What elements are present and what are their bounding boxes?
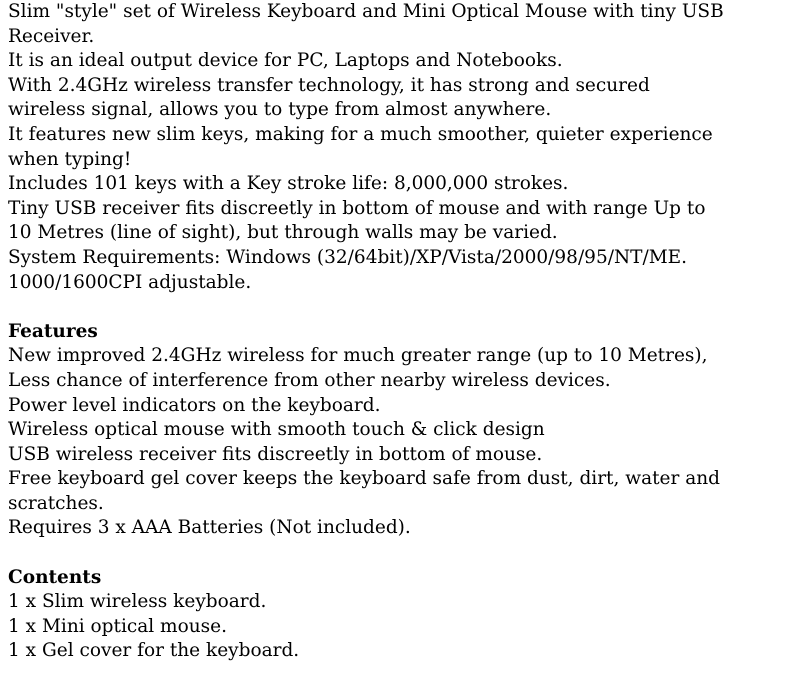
description-line: It features new slim keys, making for a much smoother, quieter experience [8, 123, 713, 145]
description-line: System Requirements: Windows (32/64bit)/XP/Vista/2000/98/95/NT/ME. [8, 246, 688, 268]
description-line: Slim "style" set of Wireless Keyboard and Mini Optical Mouse with tiny USB [8, 1, 724, 22]
section-spacer [8, 295, 796, 320]
contents-line: 1 x Mini optical mouse. [8, 615, 227, 637]
feature-line: Wireless optical mouse with smooth touch & click design [8, 419, 545, 441]
feature-line: USB wireless receiver fits discreetly in bottom of mouse. [8, 443, 543, 465]
feature-line: scratches. [8, 492, 104, 514]
description-line: 1000/1600CPI adjustable. [8, 271, 252, 293]
contents-line: 1 x Slim wireless keyboard. [8, 591, 267, 613]
description-line: 10 Metres (line of sight), but through walls may be varied. [8, 222, 558, 244]
product-description-document [8, 0, 796, 664]
description-line: It is an ideal output device for PC, Laptops and Notebooks. [8, 50, 563, 72]
feature-line: Less chance of interference from other nearby wireless devices. [8, 369, 611, 391]
feature-line: Free keyboard gel cover keeps the keyboard safe from dust, dirt, water and [8, 468, 720, 490]
feature-line: Requires 3 x AAA Batteries (Not included). [8, 517, 411, 539]
feature-line: Power level indicators on the keyboard. [8, 394, 381, 416]
contents-line: 1 x Gel cover for the keyboard. [8, 640, 300, 662]
feature-line: New improved 2.4GHz wireless for much greater range (up to 10 Metres), [8, 345, 708, 367]
description-line: Includes 101 keys with a Key stroke life: 8,000,000 strokes. [8, 173, 569, 195]
description-line: when typing! [8, 148, 132, 170]
description-section [8, 0, 796, 295]
description-line: Receiver. [8, 25, 95, 47]
contents-heading: Contents [8, 566, 102, 588]
contents-section [8, 566, 796, 664]
description-line: wireless signal, allows you to type from almost anywhere. [8, 99, 552, 121]
description-line: Tiny USB receiver fits discreetly in bottom of mouse and with range Up to [8, 197, 706, 219]
section-spacer [8, 541, 796, 566]
description-line: With 2.4GHz wireless transfer technology, it has strong and secured [8, 74, 650, 96]
features-section [8, 320, 796, 541]
features-heading: Features [8, 320, 98, 342]
